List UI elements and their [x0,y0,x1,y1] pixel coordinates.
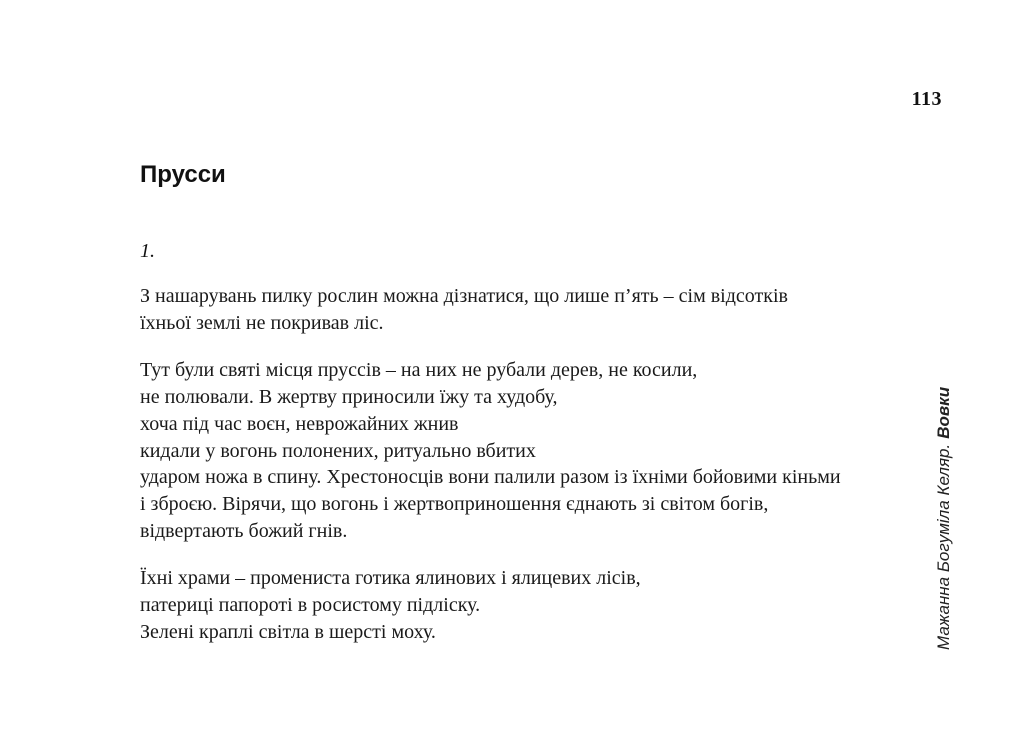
running-title-author: Мажанна Богуміла Келяр. [934,443,953,650]
stanza-2 [140,357,840,544]
poem-line: Їхні храми – промениста готика ялинових і ялицевих лісів, [140,567,641,590]
poem-line: відвертають божий гнів. [140,519,348,542]
poem-title: Прусси [140,161,226,188]
poem-body [140,283,840,666]
poem-line: хоча під час воєн, неврожайних жнив [140,412,459,435]
poem-line: патериці папороті в росистому підліску. [140,594,481,617]
section-number: 1. [140,240,155,262]
stanza-1 [140,283,840,336]
poem-line: З нашарувань пилку рослин можна дізнатися, що лише п’ять – сім відсотків [140,285,788,307]
running-title [932,388,956,650]
poem-line: Тут були святі місця пруссів – на них не рубали дерев, не косили, [140,359,698,382]
poem-line: кидали у вогонь полонених, ритуально вбитих [140,439,536,462]
page-number: 113 [911,88,942,110]
poem-line: не полювали. В жертву приносили їжу та худобу, [140,386,558,409]
poem-line: їхньої землі не покривав ліс. [140,311,384,334]
stanza-3 [140,565,840,645]
running-title-work: Вовки [934,386,953,439]
poem-line: ударом ножа в спину. Хрестоносців вони палили разом із їхніми бойовими кіньми [140,466,841,489]
poem-line: Зелені краплі світла в шерсті моху. [140,620,436,643]
poem-line: і зброєю. Вірячи, що вогонь і жертвоприношення єднають зі світом богів, [140,492,769,515]
